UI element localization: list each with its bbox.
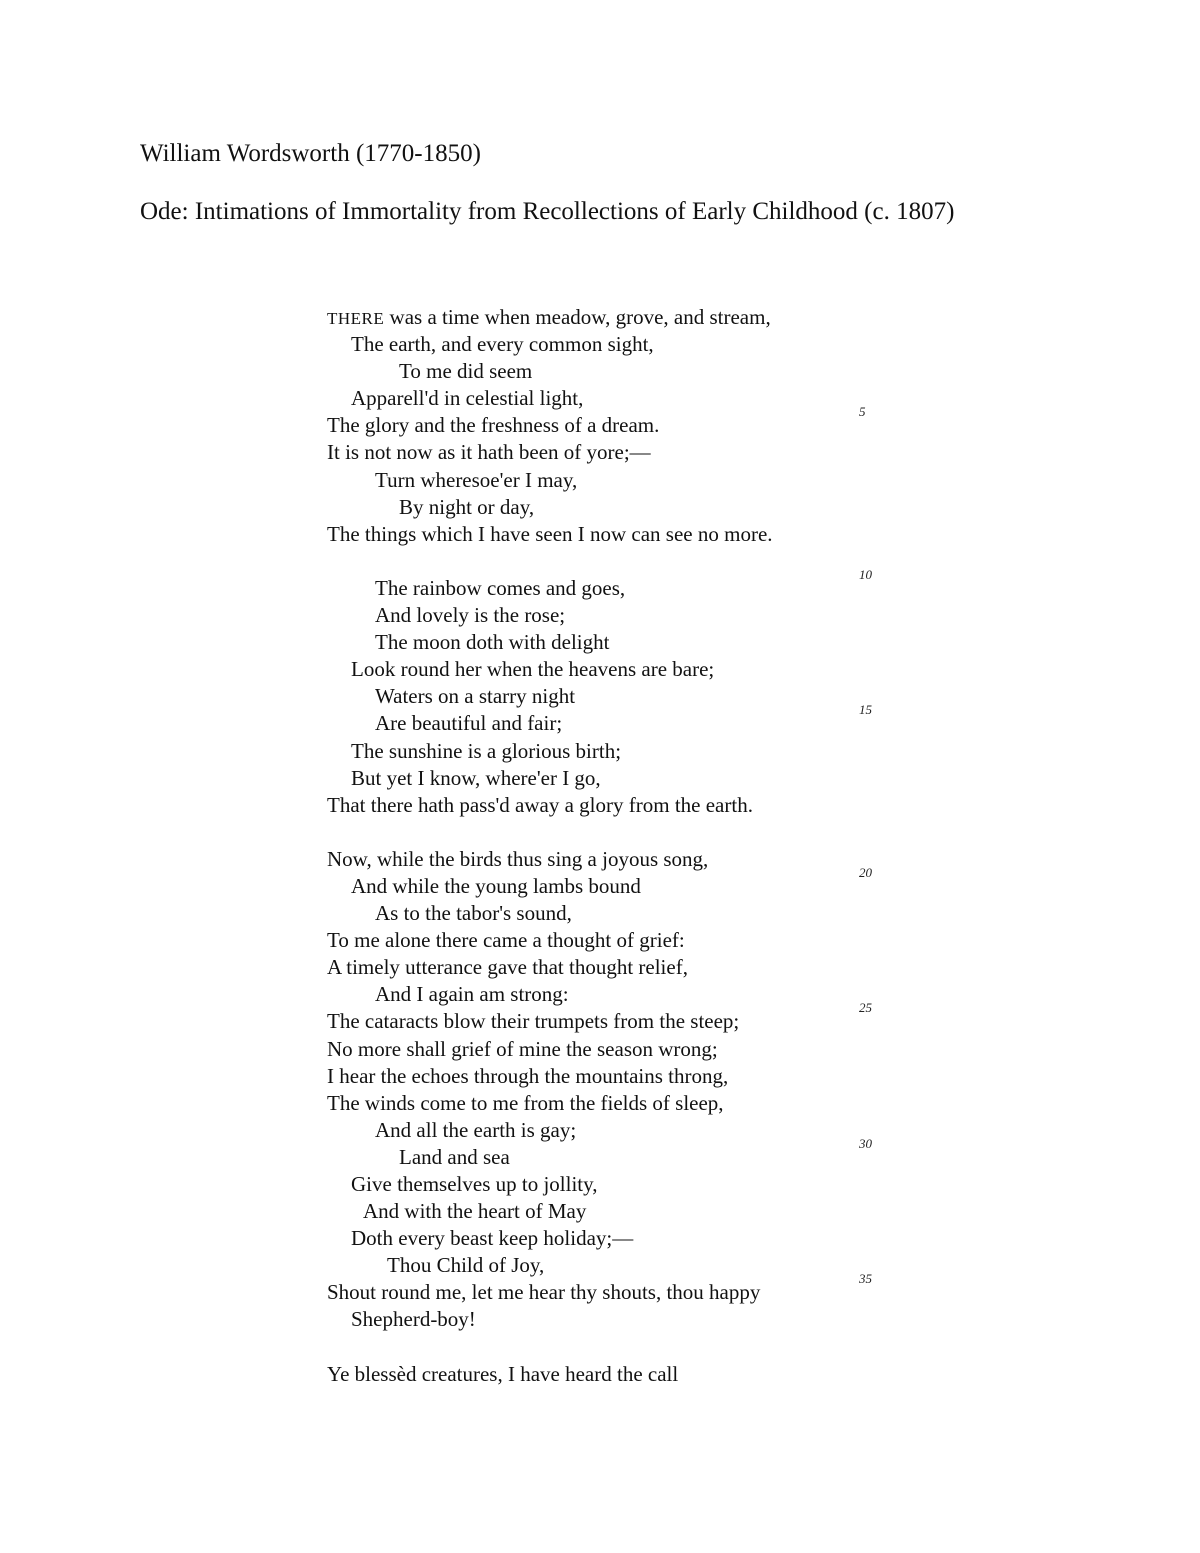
poem-line: Turn wheresoe'er I may,	[375, 467, 578, 492]
line-number: 20	[859, 864, 872, 880]
poem-line: It is not now as it hath been of yore;—	[327, 440, 651, 465]
line-number: 10	[859, 566, 872, 582]
poem-line: And all the earth is gay;	[375, 1117, 577, 1142]
poem-line: And with the heart of May	[363, 1199, 587, 1224]
poem-line: The cataracts blow their trumpets from the steep; 25	[327, 1000, 872, 1034]
line-number: 15	[859, 702, 872, 718]
poem-line: Shout round me, let me hear thy shouts, thou happy 35	[327, 1271, 872, 1305]
poem-line: The glory and the freshness of a dream. 5	[327, 404, 866, 438]
poem-line: But yet I know, where'er I go,	[351, 765, 601, 790]
poem-line: The rainbow comes and goes, 10	[375, 566, 872, 600]
poem-line: The moon doth with delight	[375, 630, 610, 655]
poem-line: Give themselves up to jollity,	[351, 1172, 598, 1196]
poem-line: And while the young lambs bound 20	[351, 864, 872, 898]
poem-line: Waters on a starry night	[375, 684, 576, 709]
line-number: 30	[859, 1135, 872, 1151]
poem-line: Doth every beast keep holiday;—	[351, 1226, 634, 1251]
poem-line: I hear the echoes through the mountains throng,	[327, 1063, 729, 1088]
poem-line: By night or day,	[399, 494, 535, 519]
poem-body	[327, 304, 947, 1388]
stanza-break	[327, 548, 947, 575]
poem-line: Shepherd-boy!	[351, 1307, 476, 1332]
author-heading: William Wordsworth (1770-1850)	[140, 140, 481, 167]
poem-line: That there hath pass'd away a glory from the earth.	[327, 792, 753, 817]
poem-line: As to the tabor's sound,	[375, 901, 572, 926]
poem-line: Now, while the birds thus sing a joyous song,	[327, 846, 709, 871]
poem-line: A timely utterance gave that thought relief,	[327, 955, 688, 980]
poem-line: Look round her when the heavens are bare;	[351, 657, 715, 682]
poem-line: Land and sea 30	[399, 1135, 872, 1169]
poem-line: The winds come to me from the fields of sleep,	[327, 1090, 724, 1115]
poem-line: The things which I have seen I now can see no more.	[327, 521, 773, 546]
poem-line: Apparell'd in celestial light,	[351, 386, 584, 411]
line-number: 35	[859, 1271, 872, 1287]
poem-line: The sunshine is a glorious birth;	[351, 738, 622, 763]
poem-title: Ode: Intimations of Immortality from Recollections of Early Childhood (c. 1807)	[140, 198, 955, 225]
first-word: THERE	[327, 309, 385, 328]
poem-line: Are beautiful and fair; 15	[375, 702, 872, 736]
poem-line: Thou Child of Joy,	[387, 1253, 545, 1278]
poem-line: No more shall grief of mine the season wrong;	[327, 1036, 718, 1061]
line-number: 5	[859, 404, 866, 420]
poem-line: Ye blessèd creatures, I have heard the call	[327, 1361, 679, 1386]
poem-line: And I again am strong:	[375, 982, 569, 1007]
stanza-break	[327, 1334, 947, 1361]
poem-line: The earth, and every common sight,	[351, 332, 654, 357]
line-number: 25	[859, 1000, 872, 1016]
poem-line: To me did seem	[399, 359, 533, 384]
poem-line: And lovely is the rose;	[375, 603, 566, 628]
poem-line: To me alone there came a thought of grief:	[327, 928, 685, 953]
poem-line: THERE was a time when meadow, grove, and stream,	[327, 305, 771, 329]
stanza-break	[327, 819, 947, 846]
